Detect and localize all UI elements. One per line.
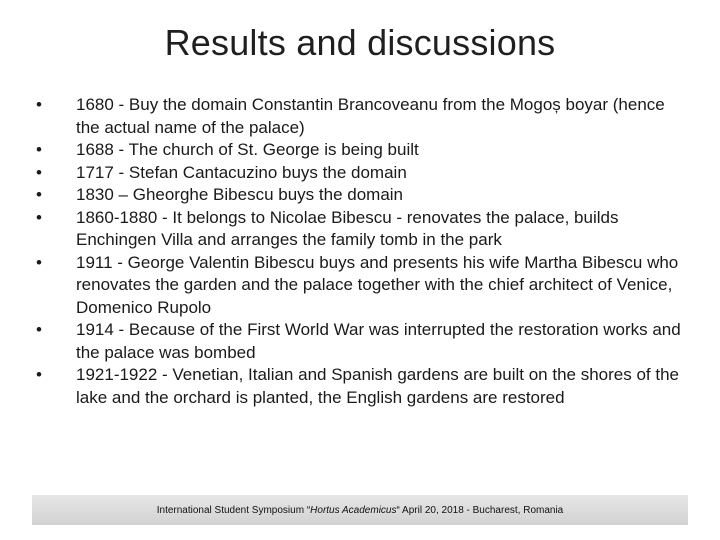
bullet-item <box>36 94 686 139</box>
footer-event-name: Hortus Academicus <box>310 504 397 516</box>
bullet-dot-icon: • <box>36 365 42 384</box>
bullet-text: 1688 - The church of St. George is being built <box>76 140 419 159</box>
bullet-text: 1717 - Stefan Cantacuzino buys the domain <box>76 162 407 182</box>
bullet-list <box>36 94 686 409</box>
bullet-item <box>36 184 686 207</box>
bullet-dot-icon: • <box>36 320 42 339</box>
bullet-dot-icon: • <box>36 252 42 272</box>
slide-title: Results and discussions <box>164 22 556 63</box>
footer-prefix: International Student Symposium “ <box>156 504 311 516</box>
bullet-dot-icon: • <box>36 140 42 159</box>
bullet-text: 1921-1922 - Venetian, Italian and Spanish gardens are built on the shores of the lake and the orchard is planted, the English gardens are restored <box>76 365 679 407</box>
bullet-item <box>36 319 686 364</box>
bullet-item <box>36 207 686 252</box>
bullet-dot-icon: • <box>36 185 42 204</box>
bullet-dot-icon: • <box>36 207 42 227</box>
bullet-dot-icon: • <box>36 95 42 114</box>
footer-bar <box>32 495 688 525</box>
bullet-text: 1911 - George Valentin Bibescu buys and presents his wife Martha Bibescu who renovates the garden and the palace together with the chief architect of Venice, Domenico Rupolo <box>76 252 679 317</box>
bullet-item <box>36 139 686 162</box>
bullet-item <box>36 162 686 185</box>
bullet-item <box>36 364 686 409</box>
bullet-text: 1830 – Gheorghe Bibescu buys the domain <box>76 185 404 204</box>
bullet-text: 1680 - Buy the domain Constantin Brancoveanu from the Mogoș boyar (hence the actual name of the palace) <box>76 95 665 137</box>
bullet-item <box>36 252 686 320</box>
bullet-text: 1914 - Because of the First World War was interrupted the restoration works and the palace was bombed <box>76 320 681 362</box>
bullet-dot-icon: • <box>36 162 42 182</box>
footer-suffix: “ April 20, 2018 - Bucharest, Romania <box>396 504 564 516</box>
bullet-text: 1860-1880 - It belongs to Nicolae Bibescu - renovates the palace, builds Enchingen Villa and arranges the family tomb in the park <box>76 207 619 249</box>
